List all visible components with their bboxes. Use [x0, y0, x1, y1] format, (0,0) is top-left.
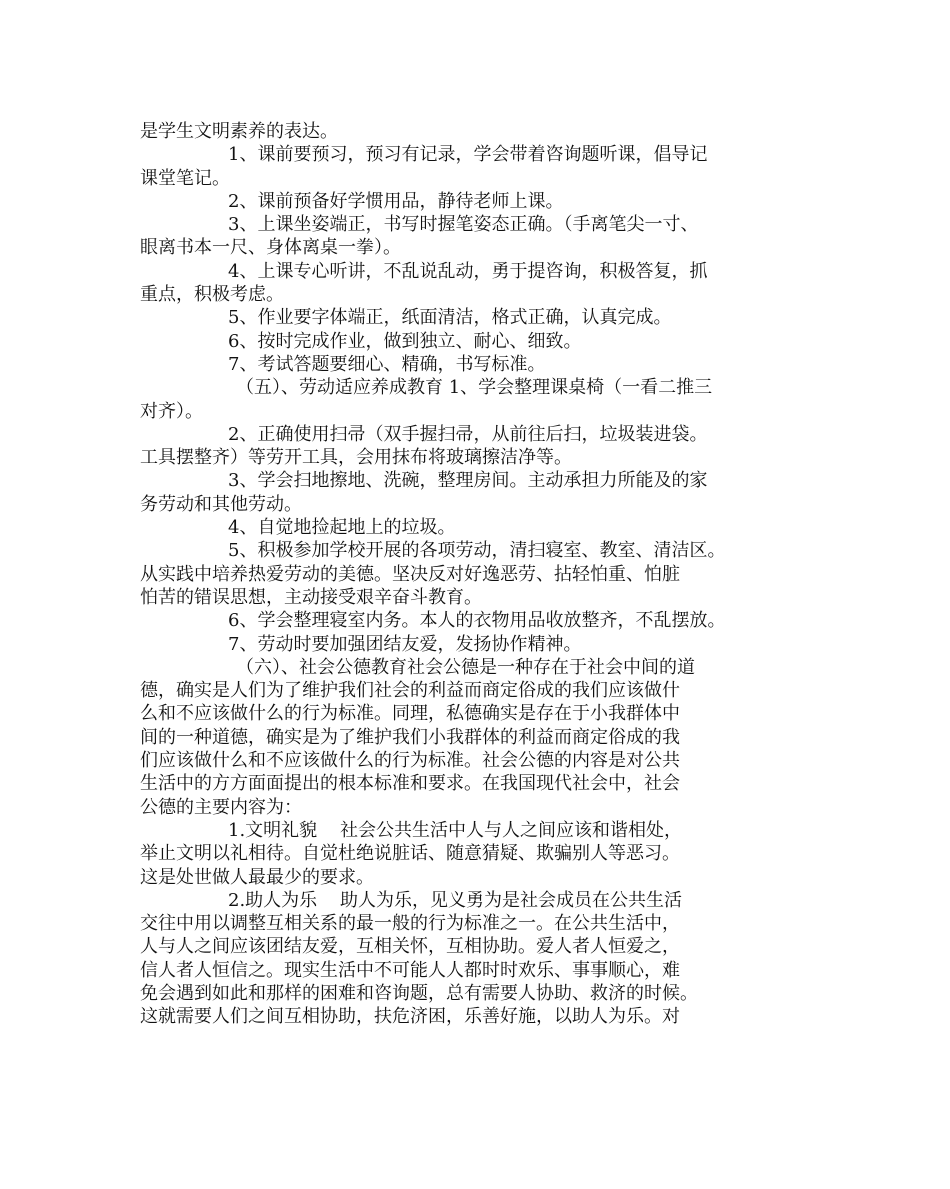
text-line: 4、自觉地捡起地上的垃圾。 — [228, 517, 456, 539]
text-line: 2、正确使用扫帚（双手握扫帚，从前往后扫，垃圾装进袋。 — [228, 423, 708, 445]
text-line: 2、课前预备好学惯用品，静待老师上课。 — [228, 190, 564, 212]
text-line: 交往中用以调整互相关系的最一般的行为标准之一。在公共生活中， — [140, 913, 680, 935]
text-line: 对齐）。 — [140, 400, 203, 422]
text-line: 怕苦的错误思想，主动接受艰辛奋斗教育。 — [140, 586, 482, 608]
text-line: 免会遇到如此和那样的困难和咨询题，总有需要人协助、救济的时候。 — [140, 982, 698, 1004]
document-body — [140, 120, 820, 1029]
text-line: 间的一种道德，确实是为了维护我们小我群体的利益而商定俗成的我 — [140, 726, 680, 748]
text-line: 6、学会整理寝室内务。本人的衣物用品收放整齐，不乱摆放。 — [228, 610, 726, 632]
text-line: 公德的主要内容为： — [140, 796, 302, 818]
section-heading: （五）、劳动适应养成教育 1、学会整理课桌椅（一看二推三 — [236, 377, 713, 399]
text-line: 3、上课坐姿端正，书写时握笔姿态正确。（手离笔尖一寸、 — [228, 214, 699, 236]
text-line: 3、学会扫地擦地、洗碗，整理房间。主动承担力所能及的家 — [228, 470, 708, 492]
text-line: 这就需要人们之间互相协助，扶危济困，乐善好施，以助人为乐。对 — [140, 1006, 680, 1028]
text-line: 6、按时完成作业，做到独立、耐心、细致。 — [228, 330, 582, 352]
text-line: 工具摆整齐）等劳开工具，会用抹布将玻璃擦洁净等。 — [140, 447, 572, 469]
text-line: 生活中的方方面面提出的根本标准和要求。在我国现代社会中，社会 — [140, 773, 680, 795]
text-line: 1、课前要预习，预习有记录，学会带着咨询题听课，倡导记 — [228, 144, 708, 166]
text-line: 是学生文明素养的表达。 — [140, 121, 338, 142]
section-heading: （六）、社会公德教育社会公德是一种存在于社会中间的道 — [236, 656, 695, 678]
text-line: 们应该做什么和不应该做什么的行为标准。社会公德的内容是对公共 — [140, 750, 680, 772]
text-line: 2.助人为乐 助人为乐，见义勇为是社会成员在公共生活 — [228, 889, 683, 911]
text-line: 举止文明以礼相待。自觉杜绝说脏话、随意猜疑、欺骗别人等恶习。 — [140, 843, 680, 865]
text-line: 这是处世做人最最少的要求。 — [140, 866, 374, 888]
text-line: 信人者人恒信之。现实生活中不可能人人都时时欢乐、事事顺心，难 — [140, 959, 680, 981]
text-line: 7、考试答题要细心、精确，书写标准。 — [228, 353, 546, 375]
text-line: 么和不应该做什么的行为标准。同理，私德确实是存在于小我群体中 — [140, 703, 680, 725]
text-line: 7、劳动时要加强团结友爱，发扬协作精神。 — [228, 633, 582, 655]
text-line: 5、积极参加学校开展的各项劳动，清扫寝室、教室、清洁区。 — [228, 540, 726, 562]
text-line: 德，确实是人们为了维护我们社会的利益而商定俗成的我们应该做什 — [140, 680, 680, 702]
text-line: 人与人之间应该团结友爱，互相关怀，互相协助。爱人者人恒爱之， — [140, 936, 680, 958]
text-line: 务劳动和其他劳动。 — [140, 493, 302, 515]
text-line: 眼离书本一尺、身体离桌一拳）。 — [140, 237, 401, 259]
text-line: 从实践中培养热爱劳动的美德。坚决反对好逸恶劳、拈轻怕重、怕脏 — [140, 563, 680, 585]
text-line: 课堂笔记。 — [140, 167, 230, 189]
text-line: 4、上课专心听讲，不乱说乱动，勇于提咨询，积极答复，抓 — [228, 260, 708, 282]
text-line: 5、作业要字体端正，纸面清洁，格式正确，认真完成。 — [228, 307, 672, 329]
text-line: 1.文明礼貌 社会公共生活中人与人之间应该和谐相处， — [228, 819, 683, 841]
text-line: 重点，积极考虑。 — [140, 284, 284, 306]
